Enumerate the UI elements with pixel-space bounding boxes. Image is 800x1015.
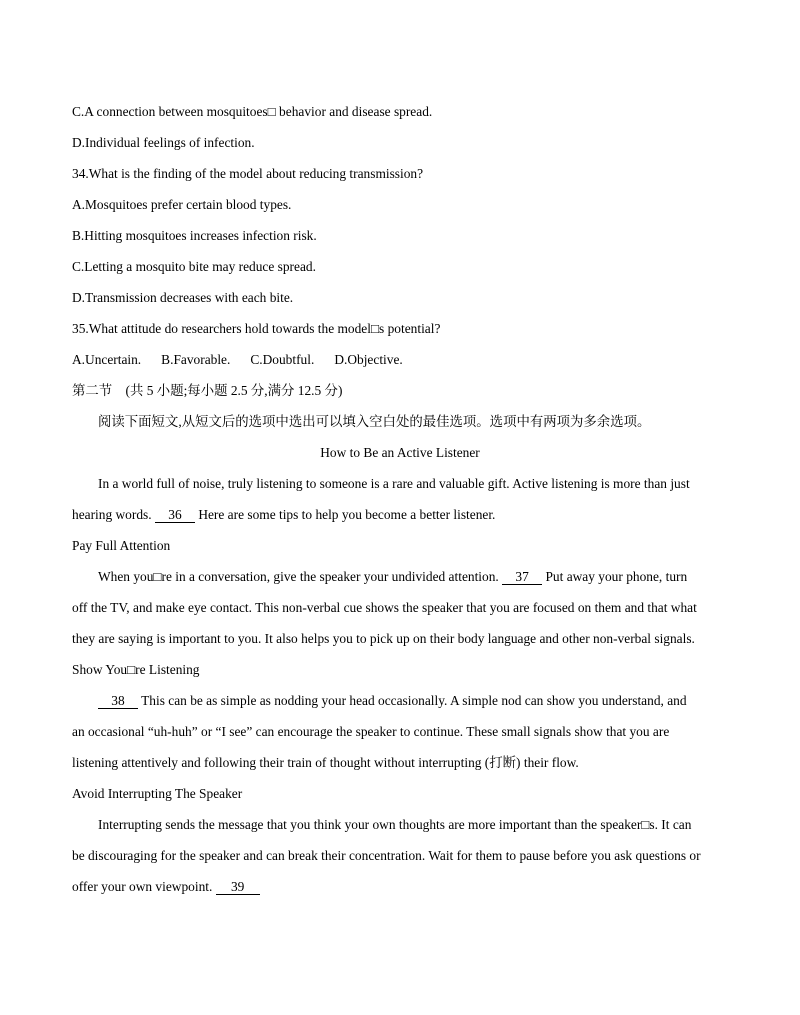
q34-option-a: A.Mosquitoes prefer certain blood types. (72, 197, 292, 212)
q35-question: 35.What attitude do researchers hold towards the model□s potential? (72, 321, 441, 336)
subheading-avoid-interrupting: Avoid Interrupting The Speaker (72, 786, 243, 801)
q35-option-d: D.Objective. (334, 352, 403, 367)
text: This can be as simple as nodding your head occasionally. A simple nod can show you understand, and (141, 693, 687, 708)
q33-option-c: C.A connection between mosquitoes□ behavior and disease spread. (72, 104, 433, 119)
blank-37[interactable]: 37 (502, 570, 542, 585)
paragraph-1-line-1: In a world full of noise, truly listening to someone is a rare and valuable gift. Active listening is more than just (98, 476, 690, 491)
text: When you□re in a conversation, give the speaker your undivided attention. (98, 569, 499, 584)
blank-39[interactable]: 39 (216, 880, 260, 895)
q33-option-d: D.Individual feelings of infection. (72, 135, 255, 150)
q35-option-b: B.Favorable. (161, 352, 231, 367)
section-heading: 第二节 (共 5 小题;每小题 2.5 分,满分 12.5 分) (72, 383, 343, 398)
paragraph-3-line-2: an occasional “uh-huh” or “I see” can encourage the speaker to continue. These small signals show that you are (72, 724, 670, 739)
paragraph-1-line-2 (72, 507, 495, 523)
passage-title: How to Be an Active Listener (320, 445, 480, 460)
paragraph-2-line-1 (98, 569, 687, 585)
text: offer your own viewpoint. (72, 879, 213, 894)
blank-38[interactable]: 38 (98, 694, 138, 709)
q35-option-a: A.Uncertain. (72, 352, 142, 367)
paragraph-3-line-1 (98, 693, 687, 709)
paragraph-4-line-1: Interrupting sends the message that you think your own thoughts are more important than the speaker□s. It can (98, 817, 692, 832)
text: Put away your phone, turn (545, 569, 688, 584)
section-instruction: 阅读下面短文,从短文后的选项中选出可以填入空白处的最佳选项。选项中有两项为多余选项。 (98, 414, 651, 429)
q35-options (72, 352, 403, 368)
text: Here are some tips to help you become a better listener. (198, 507, 496, 522)
paragraph-4-line-3 (72, 879, 260, 895)
q34-option-d: D.Transmission decreases with each bite. (72, 290, 294, 305)
q34-question: 34.What is the finding of the model about reducing transmission? (72, 166, 424, 181)
q35-option-c: C.Doubtful. (250, 352, 315, 367)
paragraph-3-line-3: listening attentively and following their train of thought without interrupting (打断) their flow. (72, 755, 579, 770)
paragraph-2-line-3: they are saying is important to you. It also helps you to pick up on their body language and other non-verbal signals. (72, 631, 695, 646)
q34-option-b: B.Hitting mosquitoes increases infection risk. (72, 228, 317, 243)
subheading-pay-full-attention: Pay Full Attention (72, 538, 171, 553)
text: hearing words. (72, 507, 152, 522)
blank-36[interactable]: 36 (155, 508, 195, 523)
paragraph-2-line-2: off the TV, and make eye contact. This non-verbal cue shows the speaker that you are focused on them and that what (72, 600, 697, 615)
paragraph-4-line-2: be discouraging for the speaker and can break their concentration. Wait for them to pause before you ask questions or (72, 848, 701, 863)
q34-option-c: C.Letting a mosquito bite may reduce spread. (72, 259, 316, 274)
subheading-show-listening: Show You□re Listening (72, 662, 200, 677)
